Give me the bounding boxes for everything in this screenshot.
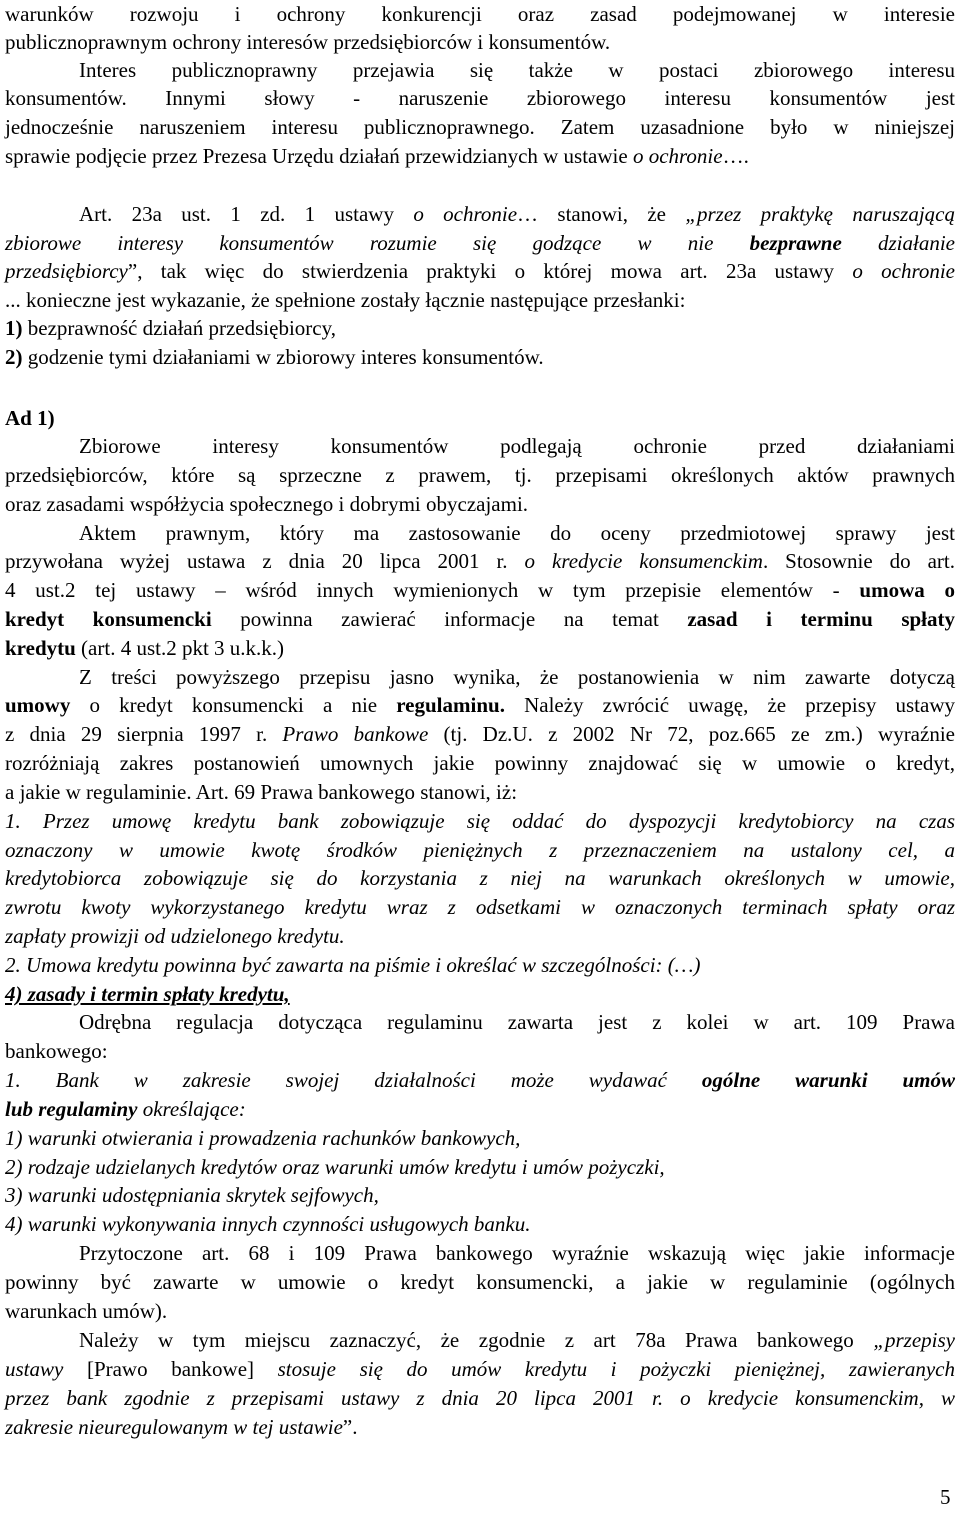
text-segment: (art. 4 ust.2 pkt 3 u.k.k.): [75, 636, 285, 660]
text-segment: 1): [5, 316, 23, 340]
text-segment: 3) warunki udostępniania skrytek sejfowych,: [5, 1183, 379, 1207]
text-segment: bezprawność działań przedsiębiorcy,: [22, 316, 336, 340]
text-line: [5, 605, 955, 634]
text-segment: 4) zasady i termin spłaty kredytu,: [5, 982, 290, 1006]
text-segment: ….: [722, 144, 749, 168]
text-segment: a jakie w regulaminie. Art. 69 Prawa bankowego stanowi, iż:: [5, 780, 518, 804]
text-line: [79, 200, 955, 229]
text-segment: Interes publicznoprawny przejawia się także w postaci zbiorowego interesu: [79, 58, 955, 82]
text-line: [5, 461, 955, 490]
text-segment: działanie: [841, 231, 956, 255]
text-segment: warunków rozwoju i ochrony konkurencji oraz zasad podejmowanej w interesie: [5, 2, 955, 26]
text-line: [5, 1413, 955, 1442]
text-segment: zasad i terminu spłaty: [687, 607, 955, 631]
text-line: [5, 314, 955, 343]
text-segment: określające:: [137, 1097, 246, 1121]
text-segment: Aktem prawnym, który ma zastosowanie do oceny przedmiotowej sprawy jest: [79, 521, 955, 545]
page-number: 5: [940, 1485, 951, 1509]
text-segment: umowy: [5, 693, 71, 717]
text-segment: ”.: [342, 1415, 358, 1439]
text-line: [79, 663, 955, 692]
text-line: [5, 922, 955, 951]
text-segment: Zbiorowe interesy konsumentów podlegają ochronie przed działaniami: [79, 434, 955, 458]
text-segment: kredytu: [5, 636, 76, 660]
text-line: [5, 229, 955, 258]
text-segment: przywołana wyżej ustawa z dnia 20 lipca 2001 r.: [5, 549, 525, 573]
text-line: [5, 286, 955, 315]
text-segment: konsumentów. Innymi słowy - naruszenie zbiorowego interesu konsumentów jest: [5, 86, 955, 110]
text-segment: Należy zwrócić uwagę, że przepisy ustawy: [504, 693, 955, 717]
text-line: [5, 547, 955, 576]
text-segment: powinny być zawarte w umowie o kredyt konsumencki, a jakie w regulaminie (ogólnych: [5, 1270, 955, 1294]
text-line: [5, 1384, 955, 1413]
text-segment: stosuje się do umów kredytu i pożyczki pieniężnej, zawieranych: [277, 1357, 956, 1381]
text-segment: z dnia 29 sierpnia 1997 r.: [5, 722, 283, 746]
text-segment: zwrotu kwoty wykorzystanego kredytu wraz z odsetkami w oznaczonych terminach spłaty oraz: [5, 895, 955, 919]
text-segment: bankowego:: [5, 1039, 108, 1063]
text-segment: [Prawo bankowe]: [63, 1357, 278, 1381]
text-line: [79, 56, 955, 85]
text-line: [5, 864, 955, 893]
text-line: [5, 980, 955, 1009]
text-line: [79, 1008, 955, 1037]
text-segment: kredyt konsumencki: [5, 607, 212, 631]
text-segment: oznaczony w umowie kwotę środków pieniężnych z przeznaczeniem na ustalony cel, a: [5, 838, 955, 862]
section-heading: [5, 404, 955, 433]
text-line: [79, 432, 955, 461]
text-segment: 2. Umowa kredytu powinna być zawarta na piśmie i określać w szczególności: (…): [5, 953, 701, 977]
text-segment: Przytoczone art. 68 i 109 Prawa bankowego wyraźnie wskazują więc jakie informacje: [79, 1241, 955, 1265]
text-segment: 1. Przez umowę kredytu bank zobowiązuje się oddać do dyspozycji kredytobiorcy na czas: [5, 809, 955, 833]
text-line: [5, 749, 955, 778]
text-line: [5, 1066, 955, 1095]
text-segment: o kredyt konsumencki a nie: [70, 693, 397, 717]
text-line: [5, 1181, 955, 1210]
text-line: [5, 634, 955, 663]
text-segment: bezprawne: [749, 231, 842, 255]
text-segment: przedsiębiorcy: [5, 259, 128, 283]
text-segment: przez bank zgodnie z przepisami ustawy z dnia 20 lipca 2001 r. o kredycie konsumenckim, w: [5, 1386, 955, 1410]
text-line: [5, 1297, 955, 1326]
text-segment: „przez praktykę naruszającą: [685, 202, 955, 226]
text-segment: przedsiębiorców, które są sprzeczne z prawem, tj. przepisami określonych aktów prawnych: [5, 463, 955, 487]
text-segment: … stanowi, że: [517, 202, 686, 226]
text-line: [5, 778, 955, 807]
text-segment: kredytobiorca zobowiązuje się do korzystania z niej na warunkach określonych w umowie,: [5, 866, 955, 890]
text-segment: Prawo bankowe: [282, 722, 429, 746]
text-line: [5, 893, 955, 922]
text-segment: Z treści powyższego przepisu jasno wynika, że postanowienia w nim zawarte dotyczą: [79, 665, 955, 689]
text-segment: (tj. Dz.U. z 2002 Nr 72, poz.665 ze zm.) wyraźnie: [428, 722, 955, 746]
text-segment: zakresie nieuregulowanym w tej ustawie: [5, 1415, 343, 1439]
text-line: [5, 1153, 955, 1182]
text-segment: 2): [5, 345, 23, 369]
text-segment: o ochronie: [852, 259, 956, 283]
text-segment: ogólne warunki umów: [701, 1068, 955, 1092]
text-segment: „przepisy: [873, 1328, 955, 1352]
text-segment: o ochronie: [632, 144, 723, 168]
text-segment: regulaminu.: [396, 693, 505, 717]
text-segment: o kredycie konsumenckim: [524, 549, 763, 573]
text-line: [5, 1210, 955, 1239]
text-line: [79, 519, 955, 548]
text-line: [5, 257, 955, 286]
text-segment: 1) warunki otwierania i prowadzenia rachunków bankowych,: [5, 1126, 521, 1150]
text-segment: lub regulaminy: [5, 1097, 138, 1121]
text-segment: Art. 23a ust. 1 zd. 1 ustawy: [79, 202, 414, 226]
text-line: [5, 1355, 955, 1384]
text-line: [5, 28, 955, 57]
text-line: [5, 113, 955, 142]
text-segment: Należy w tym miejscu zaznaczyć, że zgodnie z art 78a Prawa bankowego: [79, 1328, 874, 1352]
text-segment: powinna zawierać informacje na temat: [211, 607, 688, 631]
text-line: [5, 490, 955, 519]
text-segment: publicznoprawnym ochrony interesów przedsiębiorców i konsumentów.: [5, 30, 611, 54]
text-segment: warunkach umów).: [5, 1299, 168, 1323]
text-line: [79, 1239, 955, 1268]
text-segment: sprawie podjęcie przez Prezesa Urzędu działań przewidzianych w ustawie: [5, 144, 633, 168]
text-line: [5, 84, 955, 113]
text-segment: umowa o: [859, 578, 955, 602]
text-segment: godzenie tymi działaniami w zbiorowy interes konsumentów.: [22, 345, 544, 369]
text-line: [5, 343, 955, 372]
text-line: [5, 0, 955, 29]
text-segment: jednocześnie naruszeniem interesu publicznoprawnego. Zatem uzasadnione było w niniejszej: [5, 115, 955, 139]
text-line: [79, 1326, 955, 1355]
text-line: [5, 142, 955, 171]
text-line: [5, 720, 955, 749]
text-segment: ”, tak więc do stwierdzenia praktyki o której mowa art. 23a ustawy: [127, 259, 853, 283]
text-segment: 2) rodzaje udzielanych kredytów oraz warunki umów kredytu i umów pożyczki,: [5, 1155, 665, 1179]
text-segment: zbiorowe interesy konsumentów rozumie się godzące w nie: [5, 231, 750, 255]
text-segment: o ochronie: [413, 202, 518, 226]
text-segment: zapłaty prowizji od udzielonego kredytu.: [5, 924, 345, 948]
text-line: [5, 1037, 955, 1066]
text-segment: 4) warunki wykonywania innych czynności usługowych banku.: [5, 1212, 531, 1236]
text-line: [5, 951, 955, 980]
text-segment: ... konieczne jest wykazanie, że spełnione zostały łącznie następujące przesłanki:: [5, 288, 686, 312]
text-segment: ustawy: [5, 1357, 64, 1381]
text-line: [5, 1268, 955, 1297]
text-segment: Odrębna regulacja dotycząca regulaminu zawarta jest z kolei w art. 109 Prawa: [79, 1010, 955, 1034]
text-segment: . Stosownie do art.: [762, 549, 956, 573]
text-segment: rozróżniają zakres postanowień umownych jakie powinny znajdować się w umowie o kredyt,: [5, 751, 955, 775]
text-segment: 4 ust.2 tej ustawy – wśród innych wymienionych w tym przepisie elementów -: [5, 578, 860, 602]
text-line: [5, 576, 955, 605]
text-segment: oraz zasadami współżycia społecznego i dobrymi obyczajami.: [5, 492, 529, 516]
text-line: [5, 807, 955, 836]
text-line: [5, 1124, 955, 1153]
text-line: [5, 691, 955, 720]
text-segment: Ad 1): [5, 406, 55, 430]
text-segment: 1. Bank w zakresie swojej działalności może wydawać: [5, 1068, 702, 1092]
text-line: [5, 1095, 955, 1124]
text-line: [5, 836, 955, 865]
